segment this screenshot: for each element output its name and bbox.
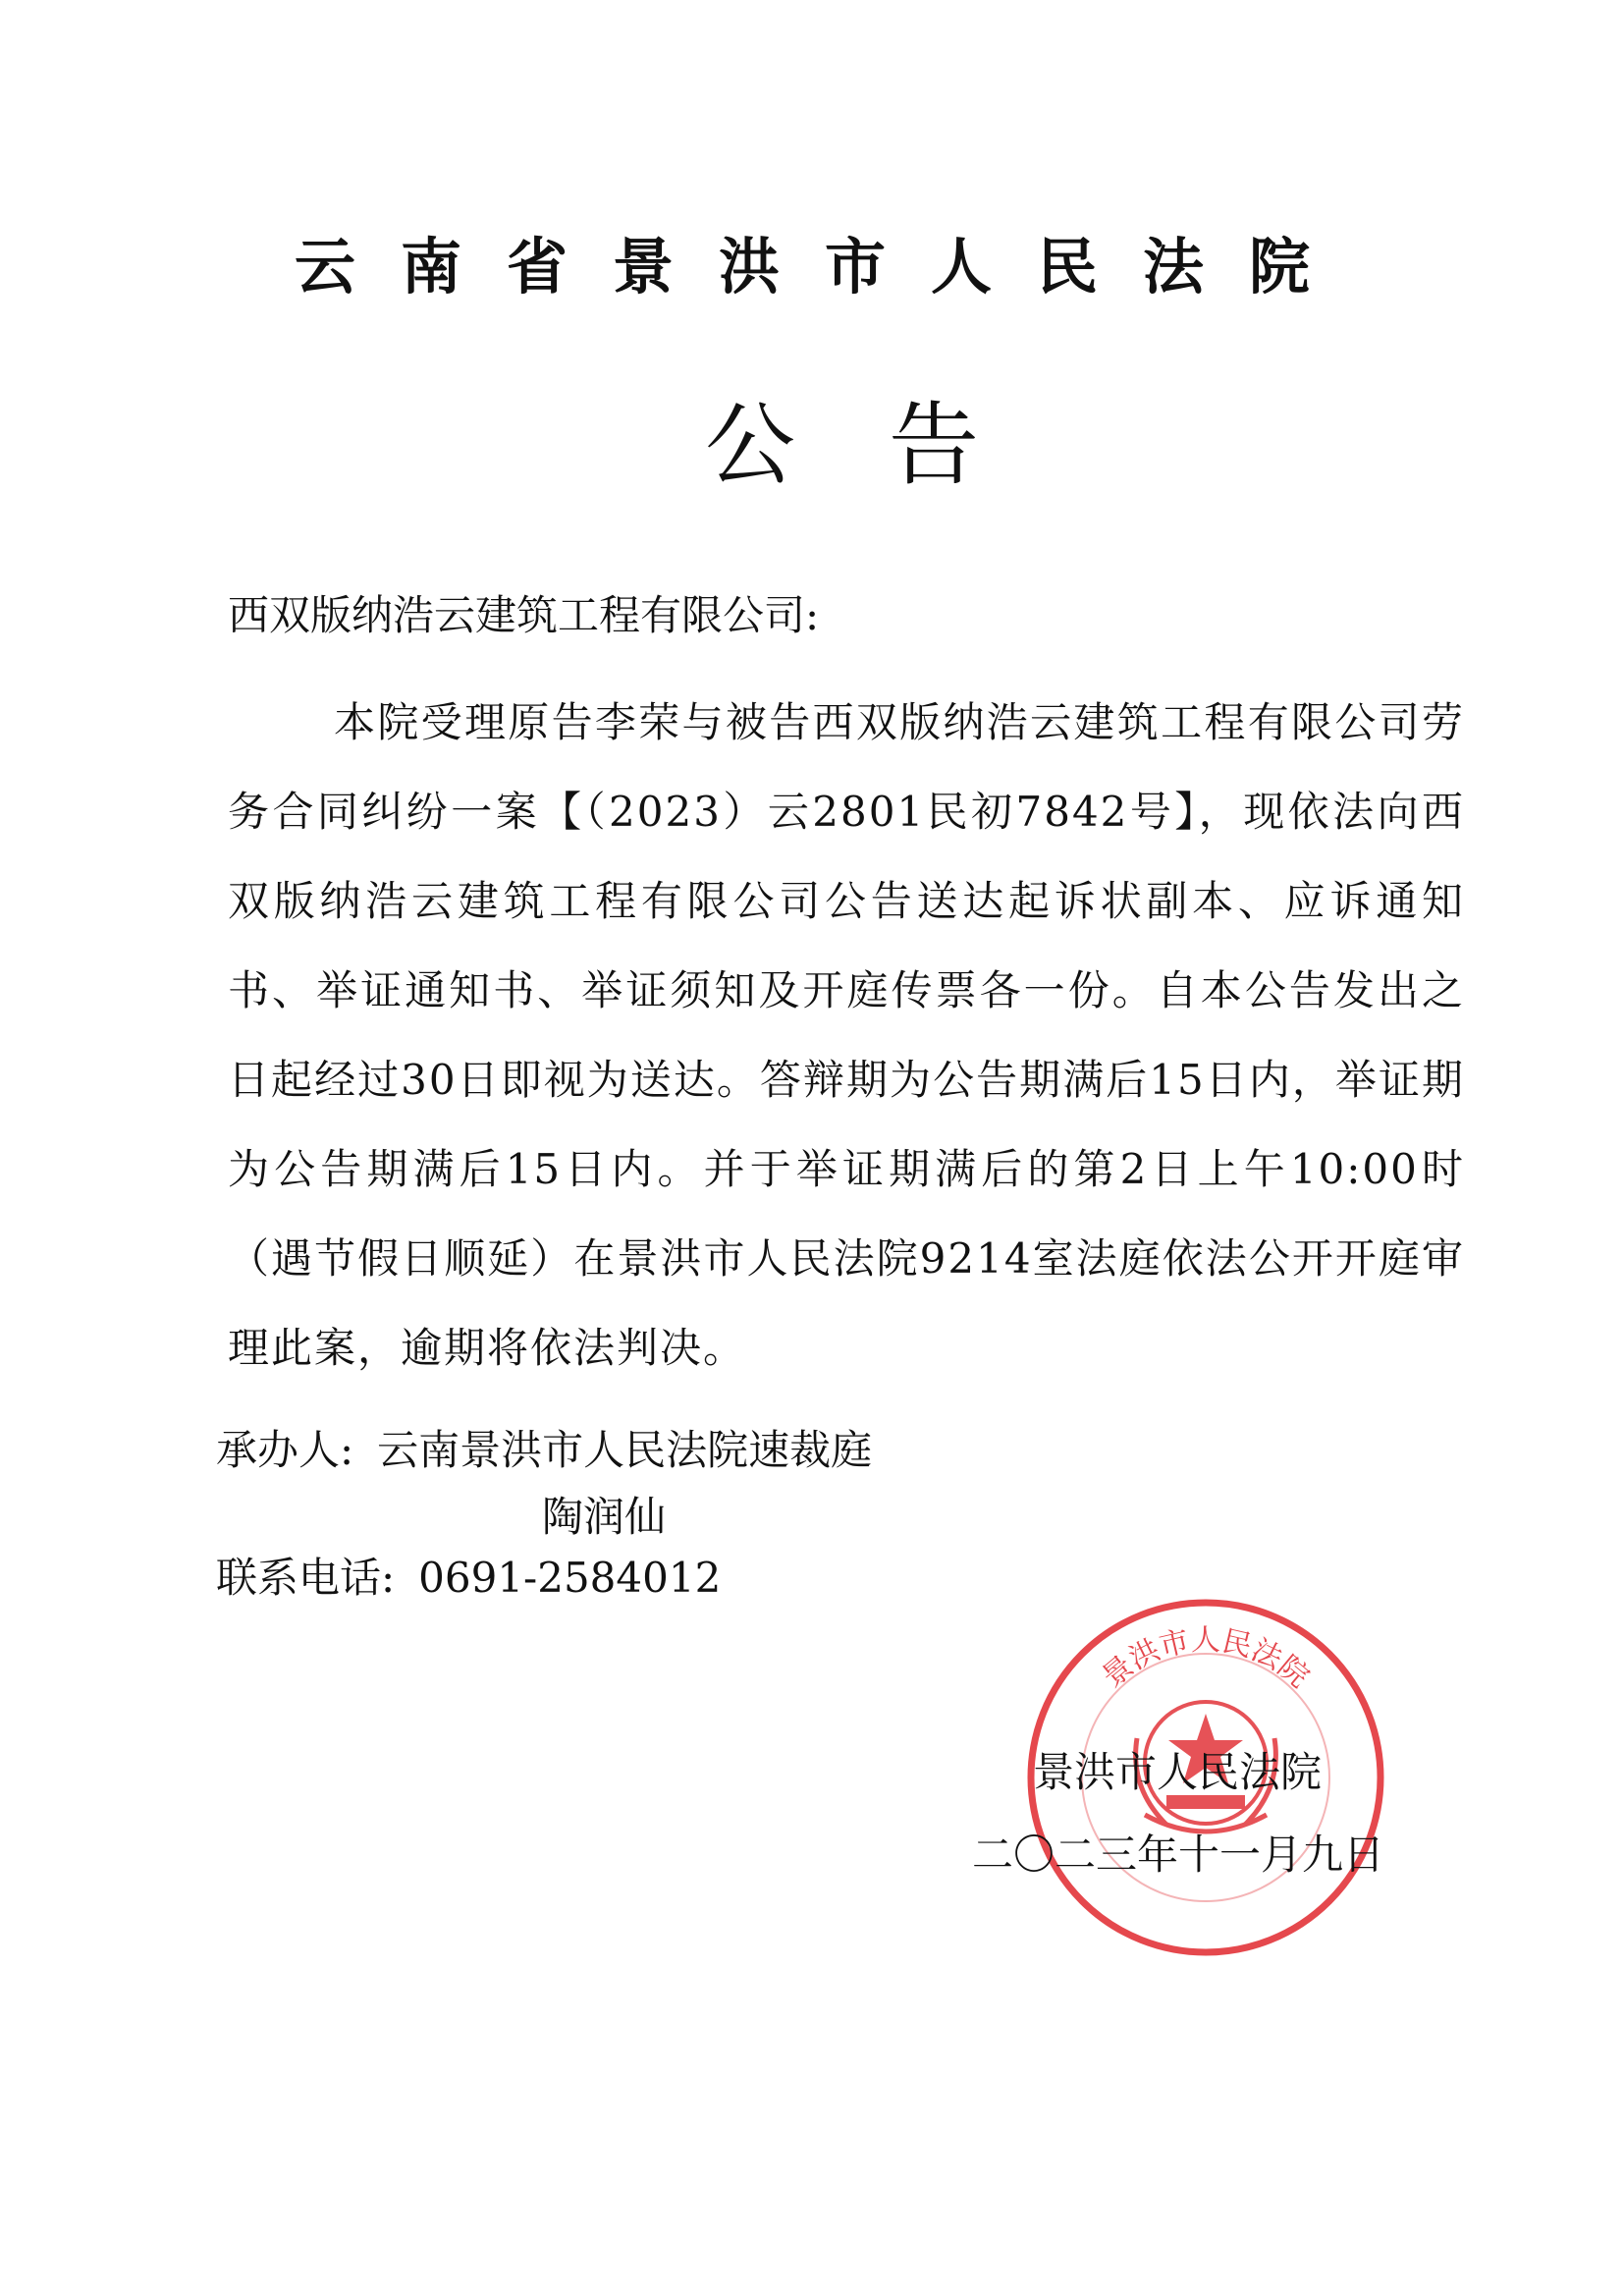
- phone-row: [216, 1546, 721, 1605]
- phone-label: 联系电话:: [216, 1554, 396, 1602]
- signature-court: 景洪市人民法院: [1033, 1748, 1323, 1796]
- court-name: 云南省景洪市人民法院: [295, 231, 1356, 302]
- addressee: 西双版纳浩云建筑工程有限公司:: [228, 591, 820, 639]
- handler-value: 云南景洪市人民法院速裁庭: [377, 1426, 873, 1474]
- handler-label: 承办人:: [216, 1426, 354, 1474]
- notice-body: 本院受理原告李荣与被告西双版纳浩云建筑工程有限公司劳务合同纠纷一案【（2023）云2801民初7842号】，现依法向西双版纳浩云建筑工程有限公司公告送达起诉状副本、应诉通知书、举证通知书、举证须知及开庭传票各一份。自本公告发出之日起经过30日即视为送达。答辩期为公告期满后15日内，举证期为公告期满后15日内。并于举证期满后的第2日上午10:00时（遇节假日顺延）在景洪市人民法院9214室法庭依法公开开庭审理此案，逾期将依法判决。: [228, 698, 1465, 1372]
- phone-value: 0691-2584012: [418, 1554, 722, 1602]
- signature-date: 二〇二三年十一月九日: [972, 1831, 1385, 1879]
- handler-person: 陶润仙: [542, 1493, 667, 1541]
- seal-text: 景洪市人民法院: [1096, 1623, 1316, 1695]
- page-title: 公告: [705, 393, 1073, 498]
- handler-row: [216, 1418, 872, 1477]
